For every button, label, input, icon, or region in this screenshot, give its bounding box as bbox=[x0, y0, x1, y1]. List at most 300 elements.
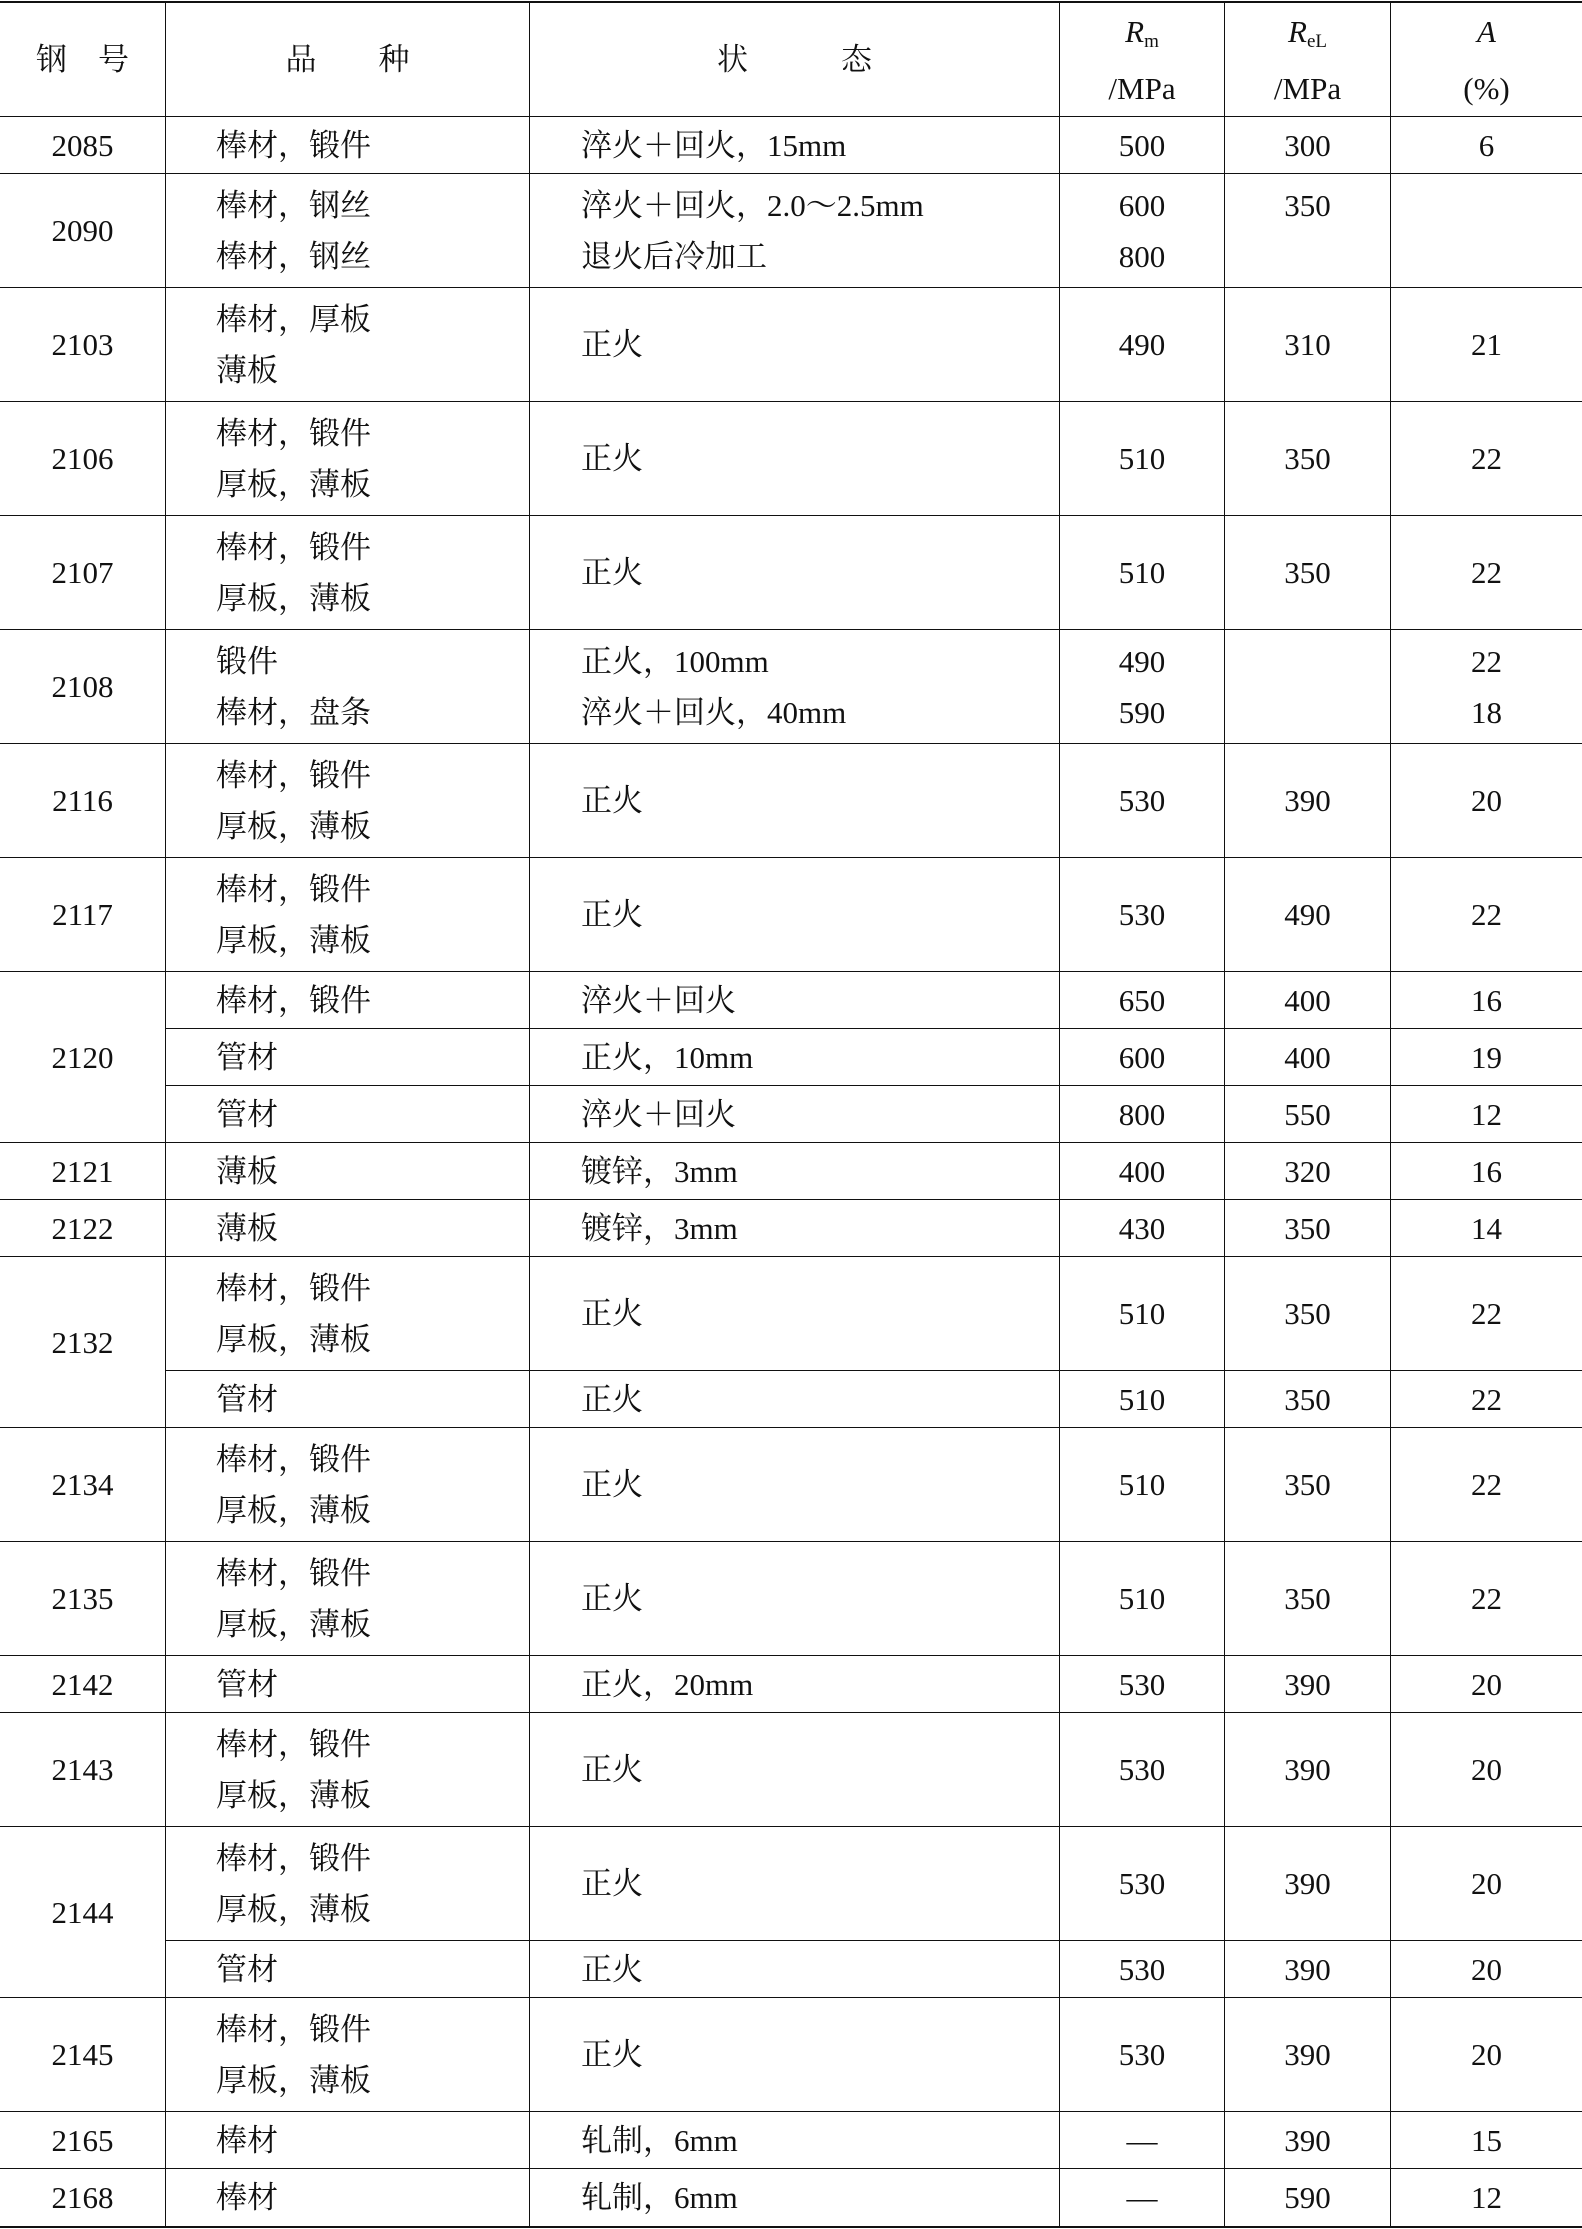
variety-cell bbox=[166, 1029, 530, 1085]
tensile-strength-cell bbox=[1060, 1941, 1225, 1997]
header-tensile-strength-symbol bbox=[1125, 3, 1159, 60]
table-row-group bbox=[0, 1998, 1582, 2112]
tensile-strength-cell bbox=[1060, 117, 1225, 173]
elongation-value: 16 bbox=[1471, 982, 1502, 1018]
state-value: 淬火＋回火，2.0～2.5mm bbox=[581, 187, 924, 223]
tensile-strength-cell bbox=[1060, 1542, 1225, 1655]
yield-strength-value: 310 bbox=[1284, 327, 1331, 362]
table-row bbox=[166, 1029, 1582, 1086]
tensile-strength-cell bbox=[1060, 2169, 1225, 2226]
elongation-value: 22 bbox=[1471, 1467, 1502, 1502]
steel-number-cell bbox=[0, 288, 166, 402]
subrow-list bbox=[166, 1542, 1582, 1656]
elongation-cell bbox=[1391, 1257, 1582, 1370]
header-tensile-strength-unit: /MPa bbox=[1108, 70, 1176, 106]
variety-value: 棒材，锻件 bbox=[216, 1840, 371, 1876]
variety-cell bbox=[166, 1542, 530, 1655]
steel-number-cell bbox=[0, 1656, 166, 1713]
steel-number: 2144 bbox=[51, 1894, 114, 1930]
state-cell bbox=[530, 288, 1060, 401]
steel-number-cell bbox=[0, 1713, 166, 1827]
tensile-strength-value: 530 bbox=[1118, 783, 1166, 818]
state-cell bbox=[530, 117, 1060, 173]
variety-cell bbox=[166, 174, 530, 287]
state-value: 正火 bbox=[581, 1581, 643, 1616]
tensile-strength-value: 430 bbox=[1118, 1210, 1166, 1246]
subrow-list bbox=[166, 2169, 1582, 2226]
variety-value: 棒材，钢丝 bbox=[216, 187, 371, 223]
subrow-list bbox=[166, 1827, 1582, 1998]
state-cell bbox=[530, 630, 1060, 743]
tensile-strength-value: 530 bbox=[1118, 1951, 1166, 1987]
table-row bbox=[166, 1143, 1582, 1200]
variety-cell bbox=[166, 2169, 530, 2226]
table-row bbox=[166, 1428, 1582, 1542]
yield-strength-cell bbox=[1225, 858, 1391, 971]
subrow-list bbox=[166, 1713, 1582, 1827]
steel-number: 2134 bbox=[51, 1467, 114, 1502]
table-row bbox=[166, 516, 1582, 630]
tensile-strength-cell bbox=[1060, 1257, 1225, 1370]
yield-strength-value: 390 bbox=[1284, 1666, 1331, 1702]
table-row-group bbox=[0, 2112, 1582, 2169]
subrow-list bbox=[166, 1998, 1582, 2112]
yield-strength-cell bbox=[1225, 1086, 1391, 1142]
state-cell bbox=[530, 1998, 1060, 2111]
state-cell bbox=[530, 174, 1060, 287]
variety-value: 棒材，锻件 bbox=[216, 1441, 371, 1477]
elongation-cell bbox=[1391, 2112, 1582, 2168]
tensile-strength-cell bbox=[1060, 1371, 1225, 1427]
variety-cell bbox=[166, 1428, 530, 1541]
elongation-cell bbox=[1391, 744, 1582, 857]
header-steel-no bbox=[0, 3, 166, 116]
tensile-strength-cell bbox=[1060, 858, 1225, 971]
elongation-cell bbox=[1391, 516, 1582, 629]
elongation-cell bbox=[1391, 1998, 1582, 2111]
subrow-list bbox=[166, 630, 1582, 744]
state-cell bbox=[530, 1542, 1060, 1655]
yield-strength-value: 390 bbox=[1284, 1951, 1331, 1987]
table-body bbox=[0, 117, 1582, 2226]
yield-strength-cell bbox=[1225, 1542, 1391, 1655]
variety-value: 管材 bbox=[216, 1666, 278, 1702]
steel-number: 2122 bbox=[51, 1210, 114, 1246]
elongation-cell bbox=[1391, 1713, 1582, 1826]
state-value: 正火 bbox=[581, 1467, 643, 1502]
variety-value: 棒材 bbox=[216, 2122, 278, 2158]
elongation-cell bbox=[1391, 1941, 1582, 1997]
yield-strength-cell bbox=[1225, 1941, 1391, 1997]
steel-number: 2108 bbox=[51, 669, 114, 704]
tensile-strength-value: 510 bbox=[1118, 441, 1166, 476]
tensile-strength-value: 490 bbox=[1118, 643, 1166, 679]
elongation-cell bbox=[1391, 1542, 1582, 1655]
elongation-value: 22 bbox=[1471, 1296, 1502, 1331]
state-value: 轧制，6mm bbox=[581, 2180, 738, 2215]
state-cell bbox=[530, 1941, 1060, 1997]
variety-cell bbox=[166, 117, 530, 173]
variety-value: 薄板 bbox=[216, 1153, 278, 1189]
variety-cell bbox=[166, 1998, 530, 2111]
variety-cell bbox=[166, 1656, 530, 1712]
table-row-group bbox=[0, 1200, 1582, 1257]
header-state-label: 状 态 bbox=[717, 42, 872, 77]
tensile-strength-value: 530 bbox=[1118, 2037, 1166, 2072]
yield-strength-value: 350 bbox=[1284, 1296, 1331, 1331]
yield-strength-cell bbox=[1225, 288, 1391, 401]
variety-value: 棒材，锻件 bbox=[216, 127, 371, 163]
tensile-strength-value: 400 bbox=[1118, 1153, 1166, 1189]
elongation-symbol: A bbox=[1477, 13, 1496, 49]
variety-value: 薄板 bbox=[216, 1210, 278, 1246]
yield-strength-cell bbox=[1225, 630, 1391, 743]
elongation-value: 18 bbox=[1471, 694, 1502, 730]
variety-value: 厚板，薄板 bbox=[216, 922, 371, 958]
state-cell bbox=[530, 2112, 1060, 2168]
variety-cell bbox=[166, 1086, 530, 1142]
elongation-value: 16 bbox=[1471, 1153, 1502, 1189]
state-value: 退火后冷加工 bbox=[581, 238, 767, 274]
variety-value: 厚板，薄板 bbox=[216, 1492, 371, 1528]
variety-value: 厚板，薄板 bbox=[216, 580, 371, 616]
variety-cell bbox=[166, 744, 530, 857]
state-cell bbox=[530, 1827, 1060, 1940]
steel-number-cell bbox=[0, 744, 166, 858]
yield-strength-cell bbox=[1225, 972, 1391, 1028]
elongation-cell bbox=[1391, 2169, 1582, 2226]
table-row bbox=[166, 1542, 1582, 1656]
tensile-strength-cell bbox=[1060, 972, 1225, 1028]
table-row-group bbox=[0, 972, 1582, 1143]
subrow-list bbox=[166, 402, 1582, 516]
tensile-strength-cell bbox=[1060, 1998, 1225, 2111]
steel-number: 2103 bbox=[51, 327, 114, 362]
elongation-value: 15 bbox=[1471, 2122, 1502, 2158]
elongation-value: 20 bbox=[1471, 2037, 1502, 2072]
yield-strength-value: 390 bbox=[1284, 783, 1331, 818]
subrow-list bbox=[166, 1257, 1582, 1428]
steel-number-cell bbox=[0, 2169, 166, 2226]
yield-strength-value: 320 bbox=[1284, 1153, 1331, 1189]
tensile-strength-cell bbox=[1060, 1827, 1225, 1940]
tensile-strength-value: 800 bbox=[1118, 238, 1166, 274]
state-cell bbox=[530, 1086, 1060, 1142]
variety-value: 棒材，锻件 bbox=[216, 529, 371, 565]
steel-number-cell bbox=[0, 516, 166, 630]
table-row-group bbox=[0, 1656, 1582, 1713]
yield-strength-cell bbox=[1225, 1656, 1391, 1712]
tensile-strength-value: 510 bbox=[1118, 1581, 1166, 1616]
elongation-value: 20 bbox=[1471, 1866, 1502, 1901]
elongation-cell bbox=[1391, 288, 1582, 401]
variety-value: 管材 bbox=[216, 1951, 278, 1987]
tensile-strength-cell bbox=[1060, 1200, 1225, 1256]
state-value: 正火，100mm bbox=[581, 643, 769, 679]
yield-strength-cell bbox=[1225, 1029, 1391, 1085]
table-row-group bbox=[0, 858, 1582, 972]
variety-cell bbox=[166, 1827, 530, 1940]
steel-number: 2165 bbox=[51, 2122, 114, 2158]
elongation-value: 21 bbox=[1471, 327, 1502, 362]
tensile-strength-value: 510 bbox=[1118, 1381, 1166, 1417]
yield-strength-cell bbox=[1225, 1143, 1391, 1199]
state-value: 正火 bbox=[581, 897, 643, 932]
tensile-strength-cell bbox=[1060, 630, 1225, 743]
header-elongation-unit: (%) bbox=[1463, 70, 1510, 106]
steel-number-cell bbox=[0, 1998, 166, 2112]
variety-value: 棒材，锻件 bbox=[216, 415, 371, 451]
elongation-value: 19 bbox=[1471, 1039, 1502, 1075]
elongation-value: 22 bbox=[1471, 555, 1502, 590]
variety-value: 棒材 bbox=[216, 2180, 278, 2215]
elongation-cell bbox=[1391, 1827, 1582, 1940]
yield-strength-value: 390 bbox=[1284, 2037, 1331, 2072]
elongation-cell bbox=[1391, 174, 1582, 287]
yield-strength-cell bbox=[1225, 402, 1391, 515]
steel-number-cell bbox=[0, 630, 166, 744]
table-row-group bbox=[0, 1542, 1582, 1656]
table-row bbox=[166, 1200, 1582, 1257]
steel-number: 2135 bbox=[51, 1581, 114, 1616]
tensile-strength-value: 510 bbox=[1118, 1467, 1166, 1502]
variety-value: 厚板，薄板 bbox=[216, 1321, 371, 1357]
tensile-strength-cell bbox=[1060, 1428, 1225, 1541]
state-value: 淬火＋回火 bbox=[581, 982, 736, 1018]
header-yield-strength-symbol bbox=[1288, 3, 1327, 60]
yield-strength-value: 350 bbox=[1284, 555, 1331, 590]
variety-value: 厚板，薄板 bbox=[216, 466, 371, 502]
table-row bbox=[166, 2112, 1582, 2169]
table-row bbox=[166, 1257, 1582, 1371]
tensile-strength-value: 530 bbox=[1118, 1752, 1166, 1787]
steel-number: 2116 bbox=[52, 783, 113, 818]
yield-strength-value: 550 bbox=[1284, 1096, 1331, 1132]
table-row bbox=[166, 402, 1582, 516]
elongation-cell bbox=[1391, 1656, 1582, 1712]
state-cell bbox=[530, 1029, 1060, 1085]
header-state bbox=[530, 3, 1060, 116]
state-cell bbox=[530, 1656, 1060, 1712]
state-value: 正火 bbox=[581, 783, 643, 818]
subrow-list bbox=[166, 516, 1582, 630]
tensile-strength-cell bbox=[1060, 516, 1225, 629]
variety-value: 管材 bbox=[216, 1096, 278, 1132]
yield-strength-cell bbox=[1225, 1371, 1391, 1427]
tensile-strength-value: 530 bbox=[1118, 897, 1166, 932]
variety-cell bbox=[166, 288, 530, 401]
steel-number: 2143 bbox=[51, 1752, 114, 1787]
variety-value: 棒材，锻件 bbox=[216, 1726, 371, 1762]
variety-value: 锻件 bbox=[216, 643, 278, 679]
steel-number: 2107 bbox=[51, 555, 114, 590]
yield-strength-cell bbox=[1225, 1200, 1391, 1256]
state-cell bbox=[530, 1428, 1060, 1541]
tensile-strength-value: 490 bbox=[1118, 327, 1166, 362]
table-row-group bbox=[0, 1827, 1582, 1998]
tensile-strength-cell bbox=[1060, 1713, 1225, 1826]
tensile-strength-value: 510 bbox=[1118, 555, 1166, 590]
state-value: 正火 bbox=[581, 327, 643, 362]
table-row bbox=[166, 174, 1582, 288]
subrow-list bbox=[166, 288, 1582, 402]
subrow-list bbox=[166, 2112, 1582, 2169]
state-value: 正火 bbox=[581, 555, 643, 590]
steel-number-cell bbox=[0, 1257, 166, 1428]
yield-strength-value: 390 bbox=[1284, 1866, 1331, 1901]
steel-number-cell bbox=[0, 117, 166, 174]
subrow-list bbox=[166, 117, 1582, 174]
subrow-list bbox=[166, 858, 1582, 972]
tensile-strength-value: 530 bbox=[1118, 1666, 1166, 1702]
variety-value: 厚板，薄板 bbox=[216, 1777, 371, 1813]
elongation-value: 6 bbox=[1478, 127, 1495, 163]
tensile-strength-value: 590 bbox=[1118, 694, 1166, 730]
variety-value: 棒材，锻件 bbox=[216, 2011, 371, 2047]
table-row-group bbox=[0, 1713, 1582, 1827]
steel-number: 2106 bbox=[51, 441, 114, 476]
state-cell bbox=[530, 1713, 1060, 1826]
tensile-strength-value: 800 bbox=[1118, 1096, 1166, 1132]
elongation-value: 20 bbox=[1471, 1951, 1502, 1987]
variety-cell bbox=[166, 2112, 530, 2168]
state-value: 正火 bbox=[581, 2037, 643, 2072]
yield-strength-cell bbox=[1225, 744, 1391, 857]
variety-value: 棒材，锻件 bbox=[216, 871, 371, 907]
tensile-strength-cell bbox=[1060, 2112, 1225, 2168]
steel-number: 2117 bbox=[52, 897, 113, 932]
subrow-list bbox=[166, 1143, 1582, 1200]
header-elongation-symbol bbox=[1477, 3, 1496, 60]
tensile-strength-cell bbox=[1060, 1086, 1225, 1142]
elongation-value: 20 bbox=[1471, 1666, 1502, 1702]
steel-number: 2142 bbox=[51, 1666, 114, 1702]
steel-number-cell bbox=[0, 1200, 166, 1257]
subrow-list bbox=[166, 174, 1582, 288]
variety-value: 棒材，锻件 bbox=[216, 1555, 371, 1591]
table-row-group bbox=[0, 288, 1582, 402]
table-row-group bbox=[0, 630, 1582, 744]
yield-subscript: eL bbox=[1306, 30, 1327, 52]
variety-cell bbox=[166, 1257, 530, 1370]
yield-symbol: R bbox=[1288, 13, 1307, 49]
yield-strength-cell bbox=[1225, 2112, 1391, 2168]
table-row-group bbox=[0, 516, 1582, 630]
state-cell bbox=[530, 516, 1060, 629]
elongation-value: 12 bbox=[1471, 2180, 1502, 2215]
yield-strength-value: 350 bbox=[1284, 441, 1331, 476]
header-variety-label: 品 种 bbox=[285, 42, 410, 77]
variety-cell bbox=[166, 1941, 530, 1997]
elongation-value: 20 bbox=[1471, 1752, 1502, 1787]
state-cell bbox=[530, 2169, 1060, 2226]
variety-cell bbox=[166, 858, 530, 971]
tensile-strength-value: 510 bbox=[1118, 1296, 1166, 1331]
tensile-strength-cell bbox=[1060, 402, 1225, 515]
elongation-value: 22 bbox=[1471, 643, 1502, 679]
table-row bbox=[166, 630, 1582, 744]
variety-cell bbox=[166, 1143, 530, 1199]
steel-number-cell bbox=[0, 1428, 166, 1542]
state-value: 正火 bbox=[581, 1752, 643, 1787]
state-value: 轧制，6mm bbox=[581, 2122, 738, 2158]
tensile-strength-cell bbox=[1060, 1656, 1225, 1712]
variety-value: 棒材，锻件 bbox=[216, 982, 371, 1018]
elongation-cell bbox=[1391, 1086, 1582, 1142]
steel-number-cell bbox=[0, 972, 166, 1143]
state-cell bbox=[530, 1257, 1060, 1370]
elongation-cell bbox=[1391, 117, 1582, 173]
state-cell bbox=[530, 402, 1060, 515]
steel-number-cell bbox=[0, 402, 166, 516]
tensile-strength-value: — bbox=[1126, 2122, 1158, 2158]
state-value: 正火 bbox=[581, 1951, 643, 1987]
yield-strength-value: 300 bbox=[1284, 127, 1331, 163]
table-row bbox=[166, 1656, 1582, 1713]
variety-value: 薄板 bbox=[216, 352, 278, 388]
elongation-value: 22 bbox=[1471, 1381, 1502, 1417]
variety-cell bbox=[166, 516, 530, 629]
steel-number-cell bbox=[0, 1542, 166, 1656]
subrow-list bbox=[166, 1428, 1582, 1542]
steel-number-cell bbox=[0, 174, 166, 288]
elongation-cell bbox=[1391, 1029, 1582, 1085]
state-value: 淬火＋回火 bbox=[581, 1096, 736, 1132]
elongation-value: 12 bbox=[1471, 1096, 1502, 1132]
steel-number-cell bbox=[0, 1143, 166, 1200]
table-row-group bbox=[0, 402, 1582, 516]
elongation-value: 14 bbox=[1471, 1210, 1502, 1246]
state-value: 淬火＋回火，15mm bbox=[581, 127, 847, 163]
variety-value: 管材 bbox=[216, 1381, 278, 1417]
elongation-cell bbox=[1391, 858, 1582, 971]
steel-number: 2090 bbox=[51, 213, 114, 248]
yield-strength-value: 590 bbox=[1284, 2180, 1331, 2215]
variety-cell bbox=[166, 1713, 530, 1826]
state-value: 正火 bbox=[581, 1381, 643, 1417]
state-value: 淬火＋回火，40mm bbox=[581, 694, 847, 730]
yield-strength-value: 350 bbox=[1284, 1581, 1331, 1616]
yield-strength-cell bbox=[1225, 1257, 1391, 1370]
table-row bbox=[166, 972, 1582, 1029]
variety-value: 棒材，锻件 bbox=[216, 757, 371, 793]
tensile-strength-value: 500 bbox=[1118, 127, 1166, 163]
elongation-cell bbox=[1391, 972, 1582, 1028]
table-row bbox=[166, 1713, 1582, 1827]
variety-value: 棒材，盘条 bbox=[216, 694, 371, 730]
elongation-cell bbox=[1391, 1428, 1582, 1541]
variety-cell bbox=[166, 630, 530, 743]
yield-strength-cell bbox=[1225, 2169, 1391, 2226]
subrow-list bbox=[166, 972, 1582, 1143]
yield-strength-value: 390 bbox=[1284, 1752, 1331, 1787]
yield-strength-value: 350 bbox=[1284, 1210, 1331, 1246]
table-row-group bbox=[0, 1257, 1582, 1428]
yield-strength-value: 400 bbox=[1284, 1039, 1331, 1075]
yield-strength-value: 350 bbox=[1284, 187, 1331, 223]
tensile-strength-cell bbox=[1060, 288, 1225, 401]
steel-number: 2120 bbox=[51, 1039, 114, 1075]
state-cell bbox=[530, 1143, 1060, 1199]
yield-strength-value: 350 bbox=[1284, 1467, 1331, 1502]
subrow-list bbox=[166, 1656, 1582, 1713]
yield-strength-cell bbox=[1225, 1827, 1391, 1940]
elongation-value: 22 bbox=[1471, 897, 1502, 932]
table-row bbox=[166, 2169, 1582, 2226]
header-variety bbox=[166, 3, 530, 116]
steel-number-cell bbox=[0, 1827, 166, 1998]
elongation-cell bbox=[1391, 1200, 1582, 1256]
